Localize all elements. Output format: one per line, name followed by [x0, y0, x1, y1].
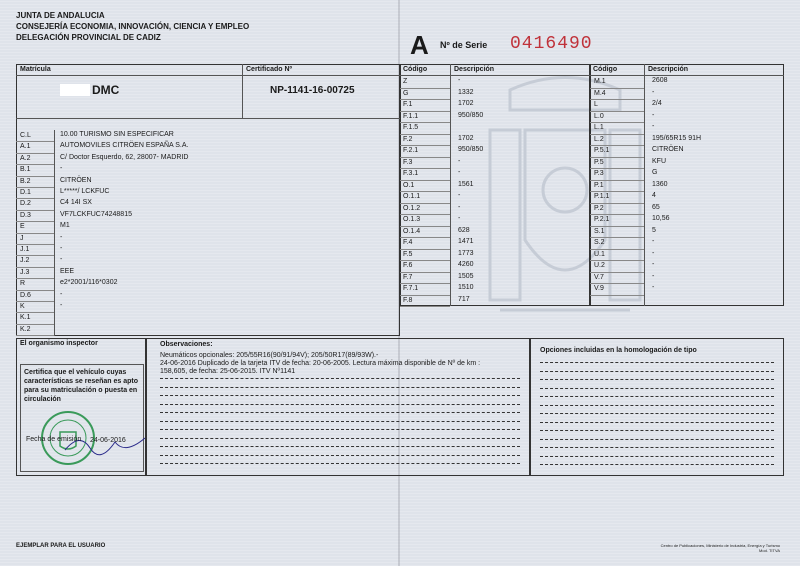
- right-row-code: M.4: [594, 89, 606, 97]
- mid-desc-header: Descripción: [454, 66, 495, 73]
- mid-row-value: -: [458, 215, 461, 222]
- mid-row-code: O.1: [403, 181, 415, 189]
- left-row-code: E: [20, 223, 25, 231]
- left-row-code: R: [20, 280, 26, 288]
- footer-left: EJEMPLAR PARA EL USUARIO: [16, 543, 106, 549]
- right-row-code: P.5.1: [594, 147, 610, 154]
- left-row-value: 10.00 TURISMO SIN ESPECIFICAR: [60, 131, 174, 138]
- right-row-value: 1360: [652, 180, 668, 188]
- left-row-value: -: [60, 233, 63, 241]
- right-row-code: P.2.1: [594, 216, 610, 223]
- mid-row-value: 628: [458, 226, 470, 234]
- left-row-value: -: [60, 290, 63, 298]
- mid-row-code: F.2.1: [403, 147, 419, 154]
- issuer-line-2: CONSEJERÍA ECONOMIA, INNOVACIÓN, CIENCIA Y EMPLEO: [16, 22, 250, 31]
- right-row-code: P.5: [594, 158, 604, 166]
- left-row-code: A.2: [20, 154, 31, 162]
- left-row-code: D.2: [20, 200, 31, 208]
- right-row-code: L: [594, 101, 598, 108]
- mid-row-code: F.4: [403, 239, 413, 246]
- mid-row-code: Z: [403, 78, 408, 85]
- observaciones-line-3: 158,605, de fecha: 25-06-2015. ITV Nº1141: [160, 368, 296, 375]
- right-row-value: -: [652, 272, 655, 280]
- issuer-header: [16, 10, 249, 43]
- right-row-value: -: [652, 261, 655, 268]
- mid-row-code: F.1.1: [403, 112, 419, 120]
- right-row-value: 2608: [652, 77, 668, 84]
- left-row-value: L*****/ LCKFUC: [60, 188, 110, 195]
- mid-data-box: [400, 64, 590, 306]
- observaciones-label: Observaciones:: [160, 341, 213, 348]
- observaciones-line-2: 24-06-2016 Duplicado de la tarjeta ITV de fecha: 20-06-2005. Lectura máxima disponible de Nº de km :: [160, 360, 481, 367]
- mid-row-value: 1332: [458, 88, 474, 96]
- left-row-value: M1: [60, 222, 70, 230]
- right-row-value: -: [652, 111, 655, 119]
- right-row-value: -: [652, 249, 655, 257]
- footer-right-line-1: Centro de Publicaciones, Ministerio de Industria, Energía y Turismo: [660, 543, 780, 548]
- right-row-value: 195/65R15 91H: [652, 134, 702, 142]
- serie-label: Nº de Serie: [440, 40, 488, 50]
- mid-row-code: G: [403, 89, 409, 97]
- mid-row-value: 717: [458, 295, 470, 303]
- redacted-plate: [60, 84, 90, 96]
- right-row-code: S.2: [594, 239, 605, 246]
- footer-right-line-2: Mod. TITVA: [759, 548, 780, 553]
- right-row-code: P.1.1: [594, 193, 610, 200]
- left-row-value: e2*2001/116*0302: [60, 279, 118, 287]
- mid-row-value: -: [458, 157, 461, 165]
- inspector-cert-text: Certifica que el vehículo cuyas características se reseñan es apto para su matriculación o puesta en circulación: [24, 369, 139, 403]
- left-row-code: K: [20, 303, 25, 310]
- mid-row-code: O.1.4: [403, 227, 421, 235]
- mid-row-code: O.1.2: [403, 204, 421, 212]
- matricula-value: DMC: [92, 83, 120, 97]
- left-row-code: A.1: [20, 143, 31, 151]
- certificado-label: Certificado Nº: [246, 66, 293, 73]
- mid-row-value: 1510: [458, 284, 474, 291]
- mid-row-value: 1471: [458, 238, 474, 245]
- mid-code-header: Código: [403, 66, 428, 73]
- mid-row-code: F.3: [403, 158, 413, 166]
- right-row-code: L.2: [594, 135, 604, 143]
- mid-row-value: 4260: [458, 261, 474, 268]
- left-row-code: B.2: [20, 177, 31, 185]
- mid-row-code: F.2: [403, 135, 413, 143]
- issuer-line-1: JUNTA DE ANDALUCIA: [16, 11, 105, 20]
- mid-row-code: F.8: [403, 296, 413, 304]
- left-row-code: D.3: [20, 211, 31, 219]
- mid-row-code: F.1: [403, 101, 413, 108]
- left-row-value: CITRÖEN: [60, 176, 92, 184]
- right-row-value: CITRÖEN: [652, 146, 684, 153]
- serie-number: 0416490: [510, 34, 593, 54]
- matricula-label: Matrícula: [20, 66, 51, 73]
- left-row-value: C4 14I SX: [60, 199, 92, 207]
- mid-row-code: F.5: [403, 250, 413, 258]
- left-row-value: VF7LCKFUC74248815: [60, 210, 132, 218]
- left-row-value: -: [60, 302, 63, 309]
- right-row-code: V.9: [594, 285, 604, 292]
- right-row-value: 10,56: [652, 215, 670, 222]
- left-row-value: -: [60, 165, 63, 173]
- right-row-code: M.1: [594, 78, 606, 85]
- observaciones-line-1: Neumáticos opcionales: 205/55R16(90/91/94V); 205/50R17(89/93W).-: [160, 352, 379, 359]
- right-row-code: P.3: [594, 170, 604, 177]
- mid-row-value: 1702: [458, 134, 474, 142]
- right-row-code: U.1: [594, 250, 605, 258]
- right-row-code: L.0: [594, 112, 604, 120]
- mid-row-code: F.3.1: [403, 170, 419, 177]
- right-row-code: L.1: [594, 124, 604, 131]
- left-row-value: C/ Doctor Esquerdo, 62, 28007- MADRID: [60, 153, 189, 161]
- right-row-value: 4: [652, 192, 656, 199]
- right-row-value: -: [652, 238, 655, 245]
- right-row-value: -: [652, 284, 655, 291]
- opciones-label: Opciones incluidas en la homologación de tipo: [540, 347, 697, 354]
- mid-row-value: 1773: [458, 249, 474, 257]
- right-row-code: P.1: [594, 181, 604, 189]
- certificado-value: NP-1141-16-00725: [270, 85, 355, 96]
- mid-row-code: O.1.3: [403, 216, 421, 223]
- right-row-value: G: [652, 169, 658, 176]
- left-row-code: J.3: [20, 268, 30, 276]
- left-row-value: EEE: [60, 267, 75, 275]
- left-row-value: -: [60, 256, 63, 264]
- right-row-code: S.1: [594, 227, 605, 235]
- mid-row-value: 950/850: [458, 111, 484, 119]
- right-code-header: Código: [593, 66, 618, 73]
- inspector-label: El organismo inspector: [20, 340, 98, 347]
- left-row-value: -: [60, 245, 63, 252]
- mid-row-value: -: [458, 203, 461, 211]
- left-row-code: J: [20, 234, 24, 242]
- mid-row-value: 1561: [458, 180, 474, 188]
- right-row-value: 2/4: [652, 100, 662, 107]
- fecha-value: 24-06-2016: [90, 437, 126, 444]
- right-desc-header: Descripción: [648, 66, 689, 73]
- left-row-code: J.2: [20, 257, 30, 265]
- right-row-value: 65: [652, 203, 660, 211]
- serie-letter: A: [410, 30, 429, 60]
- mid-row-code: F.1.5: [403, 124, 419, 131]
- mid-row-value: 1702: [458, 100, 474, 107]
- mid-row-code: F.7.1: [403, 285, 419, 292]
- issuer-line-3: DELEGACIÓN PROVINCIAL DE CADIZ: [16, 33, 161, 42]
- left-row-code: J.1: [20, 246, 30, 253]
- left-row-code: B.1: [20, 166, 31, 174]
- right-row-value: 5: [652, 226, 656, 234]
- right-row-value: -: [652, 88, 655, 96]
- mid-row-value: -: [458, 192, 461, 199]
- fecha-label: Fecha de emisión: [26, 436, 82, 443]
- footer-right: [600, 543, 780, 553]
- mid-row-code: F.6: [403, 262, 413, 269]
- right-row-value: KFU: [652, 157, 666, 165]
- mid-row-value: 1505: [458, 272, 474, 280]
- right-row-code: U.2: [594, 262, 605, 269]
- left-row-value: AUTOMOVILES CITRÖEN ESPAÑA S.A.: [60, 142, 189, 150]
- right-data-box: [590, 64, 784, 306]
- mid-row-value: 950/850: [458, 146, 484, 153]
- mid-row-code: O.1.1: [403, 193, 421, 200]
- right-row-value: -: [652, 123, 655, 130]
- right-row-code: V.7: [594, 273, 604, 281]
- left-row-code: C.L: [20, 132, 31, 139]
- left-row-code: D.6: [20, 291, 31, 299]
- left-row-code: K.2: [20, 325, 31, 333]
- mid-row-code: F.7: [403, 273, 413, 281]
- left-row-code: K.1: [20, 314, 31, 322]
- mid-row-value: -: [458, 77, 461, 84]
- right-row-code: P.2: [594, 204, 604, 212]
- left-row-code: D.1: [20, 189, 31, 196]
- mid-row-value: -: [458, 169, 461, 176]
